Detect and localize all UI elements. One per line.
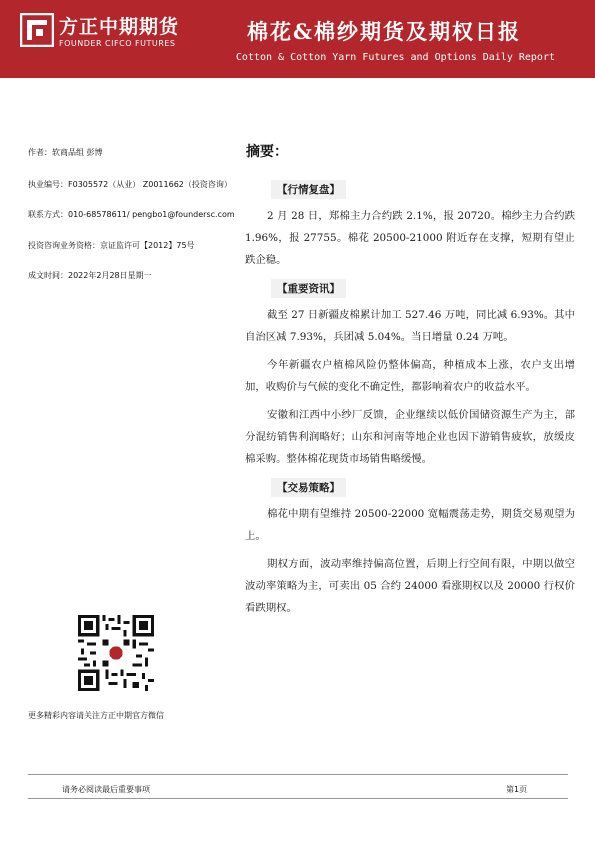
wechat-qr-code-icon — [78, 615, 154, 691]
section-heading: 【交易策略】 — [271, 478, 346, 497]
page-number: 第1页 — [506, 785, 528, 794]
contact-line: 联系方式：010-68578611/ pengbo1@foundersc.com — [28, 210, 235, 219]
report-title: 棉花&棉纱期货及期权日报 — [247, 19, 521, 44]
company-logo-icon — [20, 13, 54, 47]
brand-name-cn: 方正中期期货 — [59, 16, 180, 38]
qualification-line: 投资咨询业务资格：京证监许可【2012】75号 — [28, 241, 195, 250]
footer-notice: 请务必阅读最后重要事项 — [62, 785, 150, 794]
footer-divider-top — [28, 774, 568, 775]
author-line: 作者：软商品组 彭博 — [28, 148, 103, 157]
paragraph: 棉花中期有望维持 20500-22000 宽幅震荡走势，期货交易观望为上。 — [245, 508, 575, 542]
abstract-content — [245, 178, 575, 625]
abstract-title: 摘要： — [246, 144, 288, 160]
report-subtitle: Cotton & Cotton Yarn Futures and Options Daily Report — [235, 52, 555, 63]
qr-caption: 更多精彩内容请关注方正中期官方微信 — [28, 711, 164, 720]
license-line: 执业编号：F0305572（从业） Z0011662（投资咨询） — [28, 180, 232, 189]
section-key-news — [245, 277, 575, 470]
section-heading: 【重要资讯】 — [271, 279, 346, 298]
date-line: 成文时间：2022年2月28日星期一 — [28, 271, 152, 280]
paragraph: 截至 27 日新疆皮棉累计加工 527.46 万吨，同比减 6.93%。其中自治区减 7.93%，兵团减 5.04%。当日增量 0.24 万吨。 — [245, 309, 575, 343]
brand-name-en: FOUNDER CIFCO FUTURES — [59, 39, 176, 48]
report-header — [0, 0, 595, 78]
section-heading: 【行情复盘】 — [271, 180, 346, 199]
paragraph: 安徽和江西中小纱厂反馈，企业继续以低价国储资源生产为主，部分混纺销售利润略好；山东和河南等地企业也因下游销售疲软，放缓皮棉采购。整体棉花现货市场销售略缓慢。 — [245, 409, 575, 465]
section-trading-strategy — [245, 476, 575, 619]
footer-divider-bottom — [28, 798, 568, 799]
section-market-review — [245, 178, 575, 271]
paragraph: 今年新疆农户植棉风险仍整体偏高，种植成本上涨，农户支出增加，收购价与气候的变化不确定性，都影响着农户的收益水平。 — [245, 359, 575, 393]
paragraph: 2 月 28 日，郑棉主力合约跌 2.1%，报 20720。棉纱主力合约跌 1.96%，报 27755。棉花 20500-21000 附近存在支撑，短期有望止跌企稳。 — [245, 210, 575, 266]
paragraph: 期权方面，波动率维持偏高位置，后期上行空间有限，中期以做空波动率策略为主，可卖出 05 合约 24000 看涨期权以及 20000 行权价看跌期权。 — [245, 558, 575, 614]
